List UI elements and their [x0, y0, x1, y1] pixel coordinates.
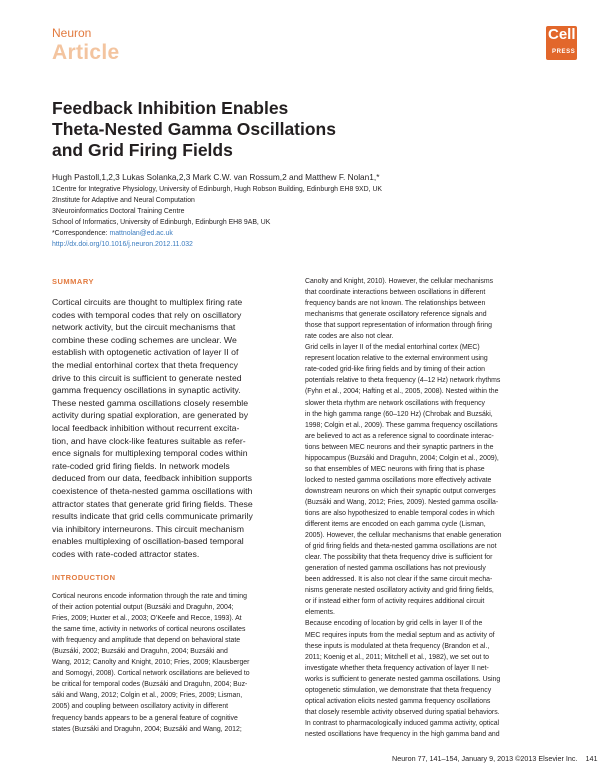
text-line: Cortical circuits are thought to multiplex firing rate	[52, 297, 243, 307]
text-line: nisms generate nested oscillatory activity and grid firing fields,	[305, 587, 494, 595]
text-line: 1998; Colgin et al., 2009). These gamma frequency oscillations	[305, 421, 498, 429]
cell-press-logo	[546, 26, 577, 60]
text-line: rate codes are also not clear.	[305, 333, 394, 341]
journal-name: Neuron	[52, 26, 92, 40]
text-line: attractor states that generate grid firing fields. These	[52, 498, 253, 509]
text-line: investigate whether theta frequency activation of layer II net-	[305, 664, 489, 672]
text-line: frequency bands appears to be a general feature of cognitive	[52, 714, 238, 722]
text-line: Fries, 2009; Huxter et al., 2003; O’Keefe and Recce, 1993). At	[52, 615, 242, 623]
text-line: be critical for temporal codes (Buzsáki and Draguhn, 2004; Buz-	[52, 681, 248, 689]
page-footer	[392, 754, 598, 763]
text-line: locked to nested gamma oscillations more effectively activate	[305, 476, 492, 484]
text-line: represent location relative to the external environment using	[305, 355, 488, 363]
affiliation: School of Informatics, University of Edinburgh, Edinburgh EH8 9AB, UK	[52, 219, 271, 226]
text-line: hippocampus (Buzsáki and Draguhn, 2004; Colgin et al., 2009),	[305, 454, 499, 462]
logo-press-text: PRESS	[552, 49, 576, 55]
text-line: tions are also hypothesized to enable temporal codes in which	[305, 509, 495, 517]
text-line: These nested gamma oscillations closely resemble	[52, 397, 249, 408]
text-line: tions between MEC neurons and their synaptic partners in the	[305, 443, 494, 451]
text-line: (Buzsáki and Wang, 2012; Fries, 2009). Nested gamma oscilla-	[305, 498, 499, 506]
logo-cell-text: Cell	[548, 26, 576, 43]
affiliation: 1Centre for Integrative Physiology, University of Edinburgh, Hugh Robson Building, Edinburgh EH8 9XD, UK	[52, 186, 383, 193]
text-line: (Fyhn et al., 2004; Hafting et al., 2005, 2008). Nested within the	[305, 388, 499, 396]
text-line: (Buzsáki, 2002; Buzsáki and Draguhn, 2004; Buzsáki and	[52, 648, 228, 656]
text-line: rate-coded grid-like firing fields and by timing of their action	[305, 366, 486, 374]
article-title	[52, 98, 412, 161]
text-line: tion, and have clock-like features suitable as refer-	[52, 435, 246, 446]
text-line: with frequency and amplitude that depend on behavioral state	[52, 637, 241, 645]
title-line: Feedback Inhibition Enables	[52, 98, 289, 118]
text-line: and Somogyi, 2008). Cortical network oscillations are believed to	[52, 670, 250, 678]
text-line: Canolty and Knight, 2010). However, the cellular mechanisms	[305, 278, 494, 285]
text-line: mechanisms that generate oscillatory reference signals and	[305, 311, 487, 319]
text-line: of their action potential output (Buzsáki and Draguhn, 2004;	[52, 604, 234, 612]
correspondence-label: *Correspondence:	[52, 230, 110, 237]
page-number: 141	[585, 754, 598, 763]
text-line: codes with rate-coded attractor states.	[52, 548, 200, 559]
text-line: potentials relative to theta frequency (4–12 Hz) network rhythms	[305, 377, 501, 385]
text-line: in the high gamma range (60–120 Hz) (Chrobak and Buzsáki,	[305, 410, 493, 418]
text-line: states (Buzsáki and Draguhn, 2004; Buzsáki and Wang, 2012;	[52, 725, 242, 733]
affiliation: 2Institute for Adaptive and Neural Computation	[52, 197, 195, 204]
text-line: slower theta rhythm are network oscillations with frequency	[305, 399, 486, 407]
text-line: or if instead either form of activity requires additional circuit	[305, 598, 485, 606]
text-line: generation of nested gamma oscillations has not previously	[305, 565, 486, 573]
text-line: of grid firing fields and theta-nested gamma oscillations are not	[305, 543, 497, 551]
text-line: establish with optogenetic activation of layer II of	[52, 347, 239, 358]
text-line: via inhibitory interneurons. This circuit mechanism	[52, 523, 245, 534]
text-line: frequency bands are not known. The relationships between	[305, 300, 486, 308]
text-line: nested oscillations have frequency in the high gamma band and	[305, 730, 500, 738]
text-line: In contrast to pharmacologically induced gamma activity, optical	[305, 719, 500, 727]
text-line: those that support representation of information through firing	[305, 322, 492, 330]
title-line: and Grid Firing Fields	[52, 140, 233, 160]
affiliations	[52, 184, 382, 250]
affiliation: 3Neuroinformatics Doctoral Training Centre	[52, 208, 185, 215]
text-line: these inputs is modulated at theta frequency (Brandon et al.,	[305, 642, 490, 650]
text-line: 2011; Koenig et al., 2011; Mitchell et al., 1982), we set out to	[305, 653, 489, 661]
text-line: been addressed. It is also not clear if the same circuit mecha-	[305, 576, 493, 584]
article-type: Article	[52, 41, 120, 64]
text-line: local feedback inhibition without recurrent excita-	[52, 422, 240, 433]
text-line: downstream neurons on which their synaptic output converges	[305, 487, 496, 495]
text-line: 2005). However, the cellular mechanisms that enable generation	[305, 532, 502, 540]
summary-text	[52, 296, 292, 560]
text-line: optical activation elicits nested gamma frequency oscillations	[305, 697, 491, 705]
text-line: Because encoding of location by grid cells in layer II of the	[305, 620, 483, 628]
text-line: coexistence of theta-nested gamma oscillations with	[52, 485, 253, 496]
correspondence-email-link[interactable]: mattnolan@ed.ac.uk	[109, 230, 173, 237]
introduction-heading: INTRODUCTION	[52, 573, 116, 582]
text-line: combine these coding schemes are unclear. We	[52, 334, 237, 345]
author-list: Hugh Pastoll,1,2,3 Lukas Solanka,2,3 Mark C.W. van Rossum,2 and Matthew F. Nolan1,*	[52, 172, 380, 182]
text-line: elements.	[305, 609, 335, 617]
text-line: so that ensembles of MEC neurons with firing that is phase	[305, 465, 485, 473]
text-line: network activity, but the circuit mechanisms that	[52, 322, 236, 333]
right-column-text	[305, 276, 557, 740]
text-line: optogenetic stimulation, we demonstrate that theta frequency	[305, 686, 492, 694]
footer-citation: Neuron 77, 141–154, January 9, 2013 ©2013 Elsevier Inc.	[392, 754, 578, 763]
title-line: Theta-Nested Gamma Oscillations	[52, 119, 336, 139]
text-line: rate-coded grid firing fields. In network models	[52, 460, 230, 471]
text-line: enables multiplexing of oscillation-based temporal	[52, 536, 244, 547]
text-line: Cortical neurons encode information through the rate and timing	[52, 593, 247, 600]
text-line: deduced from our data, feedback inhibition supports	[52, 473, 252, 484]
text-line: the same time, activity in networks of cortical neurons oscillates	[52, 626, 246, 634]
text-line: results indicate that grid cells communicate primarily	[52, 511, 253, 522]
text-line: different items are encoded on each gamma cycle (Lisman,	[305, 521, 486, 529]
correspondence	[52, 228, 382, 239]
text-line: works is sufficient to generate nested gamma oscillations. Using	[305, 675, 501, 683]
introduction-text	[52, 591, 295, 735]
text-line: sáki and Wang, 2012; Colgin et al., 2009; Fries, 2009; Lisman,	[52, 692, 243, 700]
text-line: that closely resemble activity observed during spatial behaviors.	[305, 708, 500, 716]
text-line: gamma frequency oscillations in synaptic activity.	[52, 385, 241, 396]
doi-link[interactable]: http://dx.doi.org/10.1016/j.neuron.2012.11.032	[52, 241, 193, 248]
text-line: are believed to act as a reference signal to coordinate interac-	[305, 432, 494, 440]
text-line: Grid cells in layer II of the medial entorhinal cortex (MEC)	[305, 344, 480, 352]
text-line: Wang, 2012; Canolty and Knight, 2010; Fries, 2009; Klausberger	[52, 659, 250, 667]
text-line: ence signals for multiplexing temporal codes within	[52, 448, 248, 459]
text-line: codes with temporal codes that rely on oscillatory	[52, 309, 242, 320]
text-line: 2005) and coupling between oscillatory activity in different	[52, 703, 229, 711]
summary-heading: SUMMARY	[52, 277, 94, 286]
text-line: that coordinate interactions between oscillations in different	[305, 289, 486, 297]
text-line: the medial entorhinal cortex that theta frequency	[52, 359, 238, 370]
text-line: drive to this circuit is sufficient to generate nested	[52, 372, 242, 383]
text-line: MEC requires inputs from the medial septum and as activity of	[305, 631, 495, 639]
text-line: activity during spatial exploration, are generated by	[52, 410, 249, 421]
text-line: clear. The possibility that theta frequency drive is sufficient for	[305, 554, 493, 562]
